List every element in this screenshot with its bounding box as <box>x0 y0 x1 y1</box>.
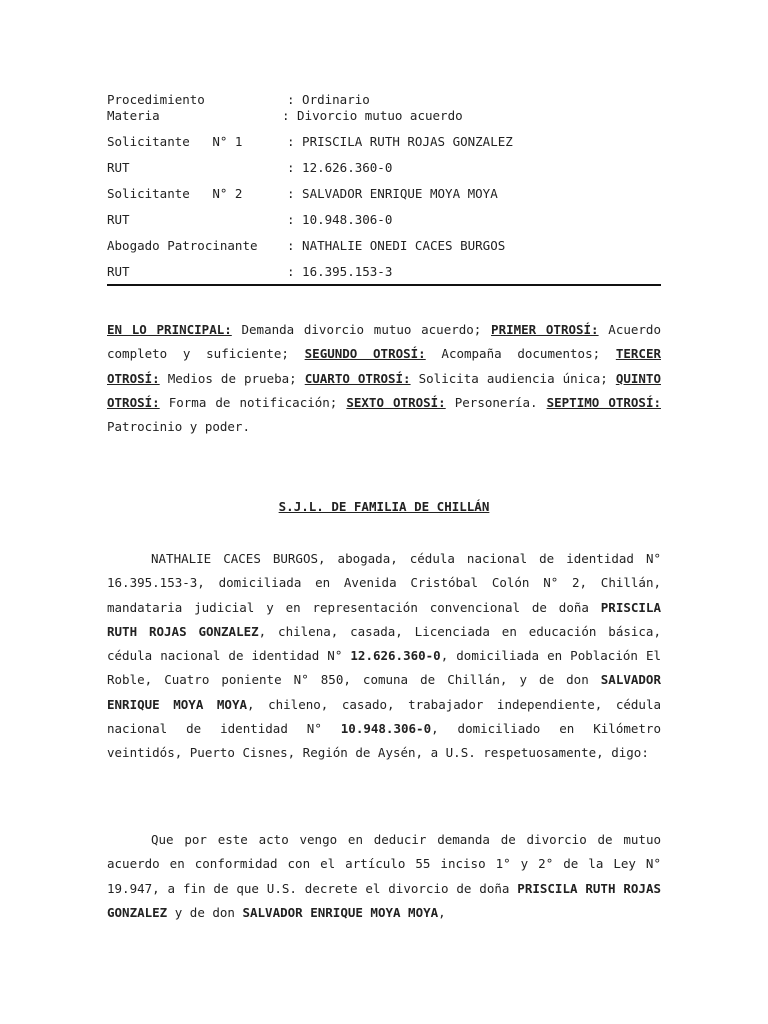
header-value: : PRISCILA RUTH ROJAS GONZALEZ <box>287 134 513 149</box>
paragraph-text: y de don <box>167 904 243 920</box>
otrosi-7-text: Patrocinio y poder. <box>107 419 250 435</box>
case-header <box>107 92 661 280</box>
header-row-abogado <box>107 238 661 254</box>
otrosi-6-text: Personería. <box>445 394 547 410</box>
header-row-procedimiento <box>107 92 661 108</box>
party-name: PRISCILA RUTH ROJAS GONZALEZ <box>107 880 661 920</box>
header-label: RUT <box>107 264 130 279</box>
otrosi-1-text: Acuerdo completo y suficiente; <box>107 322 661 362</box>
paragraph-text: , chileno, casado, trabajador independiente, cédula nacional de identidad N° <box>107 696 662 737</box>
party-name: PRISCILA RUTH ROJAS GONZALEZ <box>107 599 661 639</box>
otrosi-4-label: CUARTO OTROSÍ: <box>304 370 411 386</box>
paragraph-text: NATHALIE CACES BURGOS, abogada, cédula nacional de identidad N° 16.395.153-3, domiciliada en Avenida Cristóbal Colón N° 2, Chillán, mandataria judicial y en representación convencional de doña <box>107 551 661 615</box>
header-label: RUT <box>107 212 130 227</box>
party-name: SALVADOR ENRIQUE MOYA MOYA <box>242 904 439 920</box>
rut-number: 12.626.360-0 <box>350 648 441 664</box>
header-value: : NATHALIE ONEDI CACES BURGOS <box>287 238 506 253</box>
otrosi-2-text: Acompaña documentos; <box>425 346 616 362</box>
header-row-rut-3 <box>107 264 661 280</box>
paragraph-text: , <box>438 904 446 920</box>
body-paragraph-1 <box>107 547 661 766</box>
party-name: SALVADOR ENRIQUE MOYA MOYA <box>107 672 661 712</box>
otrosi-7-label: SEPTIMO OTROSÍ: <box>546 394 661 410</box>
paragraph-text: Que por este acto vengo en deducir demanda de divorcio de mutuo acuerdo en conformidad con el artículo 55 inciso 1° y 2° de la Ley N° 19.947, a fin de que U.S. decrete el divorcio de doña <box>107 832 661 896</box>
header-row-rut-1 <box>107 160 661 176</box>
header-label: Materia <box>107 108 160 123</box>
header-label: Procedimiento <box>107 92 205 107</box>
otrosi-5-text: Forma de notificación; <box>159 394 347 410</box>
header-label: Solicitante N° 1 <box>107 134 243 149</box>
header-label: Solicitante N° 2 <box>107 186 243 201</box>
header-value: : 16.395.153-3 <box>287 264 393 279</box>
header-row-rut-2 <box>107 212 661 228</box>
principal-text: Demanda divorcio mutuo acuerdo; <box>231 322 492 337</box>
court-title: S.J.L. DE FAMILIA DE CHILLÁN <box>278 499 490 514</box>
header-label: RUT <box>107 160 130 175</box>
otrosi-5-label: QUINTO OTROSÍ: <box>107 370 661 410</box>
otrosi-3-label: TERCER OTROSÍ: <box>107 346 661 386</box>
header-row-materia <box>107 108 661 124</box>
otrosi-6-label: SEXTO OTROSÍ: <box>346 394 446 410</box>
petition-summary <box>107 318 661 439</box>
header-row-solicitante-1 <box>107 134 661 150</box>
header-value: : SALVADOR ENRIQUE MOYA MOYA <box>287 186 498 201</box>
paragraph-text: , domiciliada en Población El Roble, Cuatro poniente N° 850, comuna de Chillán, y de don <box>107 648 661 688</box>
header-value: : Ordinario <box>287 92 370 107</box>
header-label: Abogado Patrocinante <box>107 238 258 253</box>
otrosi-2-label: SEGUNDO OTROSÍ: <box>304 346 426 362</box>
header-value: : 10.948.306-0 <box>287 212 393 227</box>
paragraph-text: , chilena, casada, Licenciada en educación básica, cédula nacional de identidad N° <box>107 623 661 664</box>
principal-label: EN LO PRINCIPAL: <box>107 322 232 337</box>
otrosi-4-text: Solicita audiencia única; <box>410 370 616 386</box>
body-paragraph-2 <box>107 828 661 925</box>
otrosi-3-text: Medios de prueba; <box>159 370 305 386</box>
header-value: : 12.626.360-0 <box>287 160 393 175</box>
header-value: : Divorcio mutuo acuerdo <box>282 108 463 123</box>
header-divider <box>107 284 661 286</box>
paragraph-text: , domiciliado en Kilómetro veintidós, Puerto Cisnes, Región de Aysén, a U.S. respetuosamente, digo: <box>107 721 661 761</box>
otrosi-1-label: PRIMER OTROSÍ: <box>491 322 599 337</box>
header-row-solicitante-2 <box>107 186 661 202</box>
rut-number: 10.948.306-0 <box>340 721 432 737</box>
